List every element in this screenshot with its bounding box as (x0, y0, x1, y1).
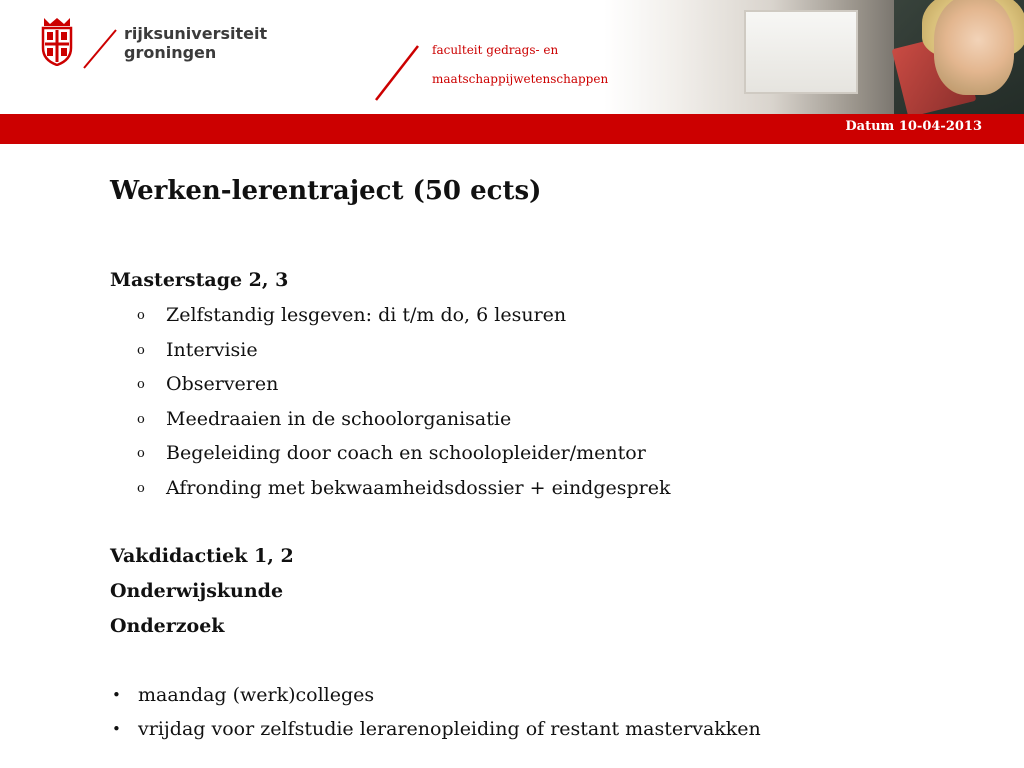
list-item (110, 371, 990, 406)
list-item-text: Begeleiding door coach en schoolopleider/mentor (166, 442, 646, 464)
list-item-text: Meedraaien in de schoolorganisatie (166, 407, 512, 430)
slide-body (110, 267, 990, 750)
bullet-item-text: vrijdag voor zelfstudie lerarenopleiding of restant mastervakken (138, 718, 761, 740)
list-item (110, 302, 990, 337)
list-item-text: Intervisie (166, 338, 258, 361)
dot-bullet: • (112, 720, 121, 738)
photo-face (934, 0, 1014, 95)
header-photo (604, 0, 1024, 115)
list-item (110, 475, 990, 510)
list-item (110, 337, 990, 372)
list-item-text: Observeren (166, 373, 279, 395)
faculty-name-line2: maatschappijwetenschappen (432, 72, 609, 86)
photo-window (744, 10, 858, 94)
list-item (110, 440, 990, 475)
section-heading-onderzoek: Onderzoek (110, 615, 225, 637)
circle-bullet: o (137, 377, 145, 392)
list-item-text: Afronding met bekwaamheidsdossier + eindgesprek (166, 476, 671, 499)
dot-bullet: • (112, 686, 121, 704)
slide-date: Datum 10-04-2013 (845, 119, 982, 134)
slide-header (0, 0, 1024, 115)
header-red-bar (0, 114, 1024, 144)
bullet-item (110, 682, 990, 716)
university-name (124, 24, 267, 62)
faculty-divider-slash (372, 44, 422, 102)
list-item-text: Zelfstandig lesgeven: di t/m do, 6 lesuren (166, 304, 567, 326)
bullet-item-text: maandag (werk)colleges (138, 684, 375, 706)
circle-bullet: o (137, 446, 145, 461)
faculty-name-line1: faculteit gedrags- en (432, 43, 559, 57)
bullet-item (110, 716, 990, 750)
list-item (110, 406, 990, 441)
circle-bullet: o (137, 411, 145, 427)
university-name-line2: groningen (124, 43, 217, 62)
slide-title: Werken-lerentraject (50 ects) (110, 176, 542, 206)
university-name-line1: rijksuniversiteit (124, 24, 268, 43)
university-seal-icon (40, 16, 74, 66)
circle-bullet: o (137, 480, 145, 496)
circle-bullet: o (137, 308, 145, 323)
faculty-name (432, 36, 608, 94)
section-heading-vakdidactiek: Vakdidactiek 1, 2 (110, 545, 294, 567)
section-heading-masterstage: Masterstage 2, 3 (110, 269, 289, 291)
logo-divider-slash (80, 28, 120, 70)
section-heading-onderwijskunde: Onderwijskunde (110, 580, 284, 602)
circle-bullet: o (137, 342, 145, 358)
